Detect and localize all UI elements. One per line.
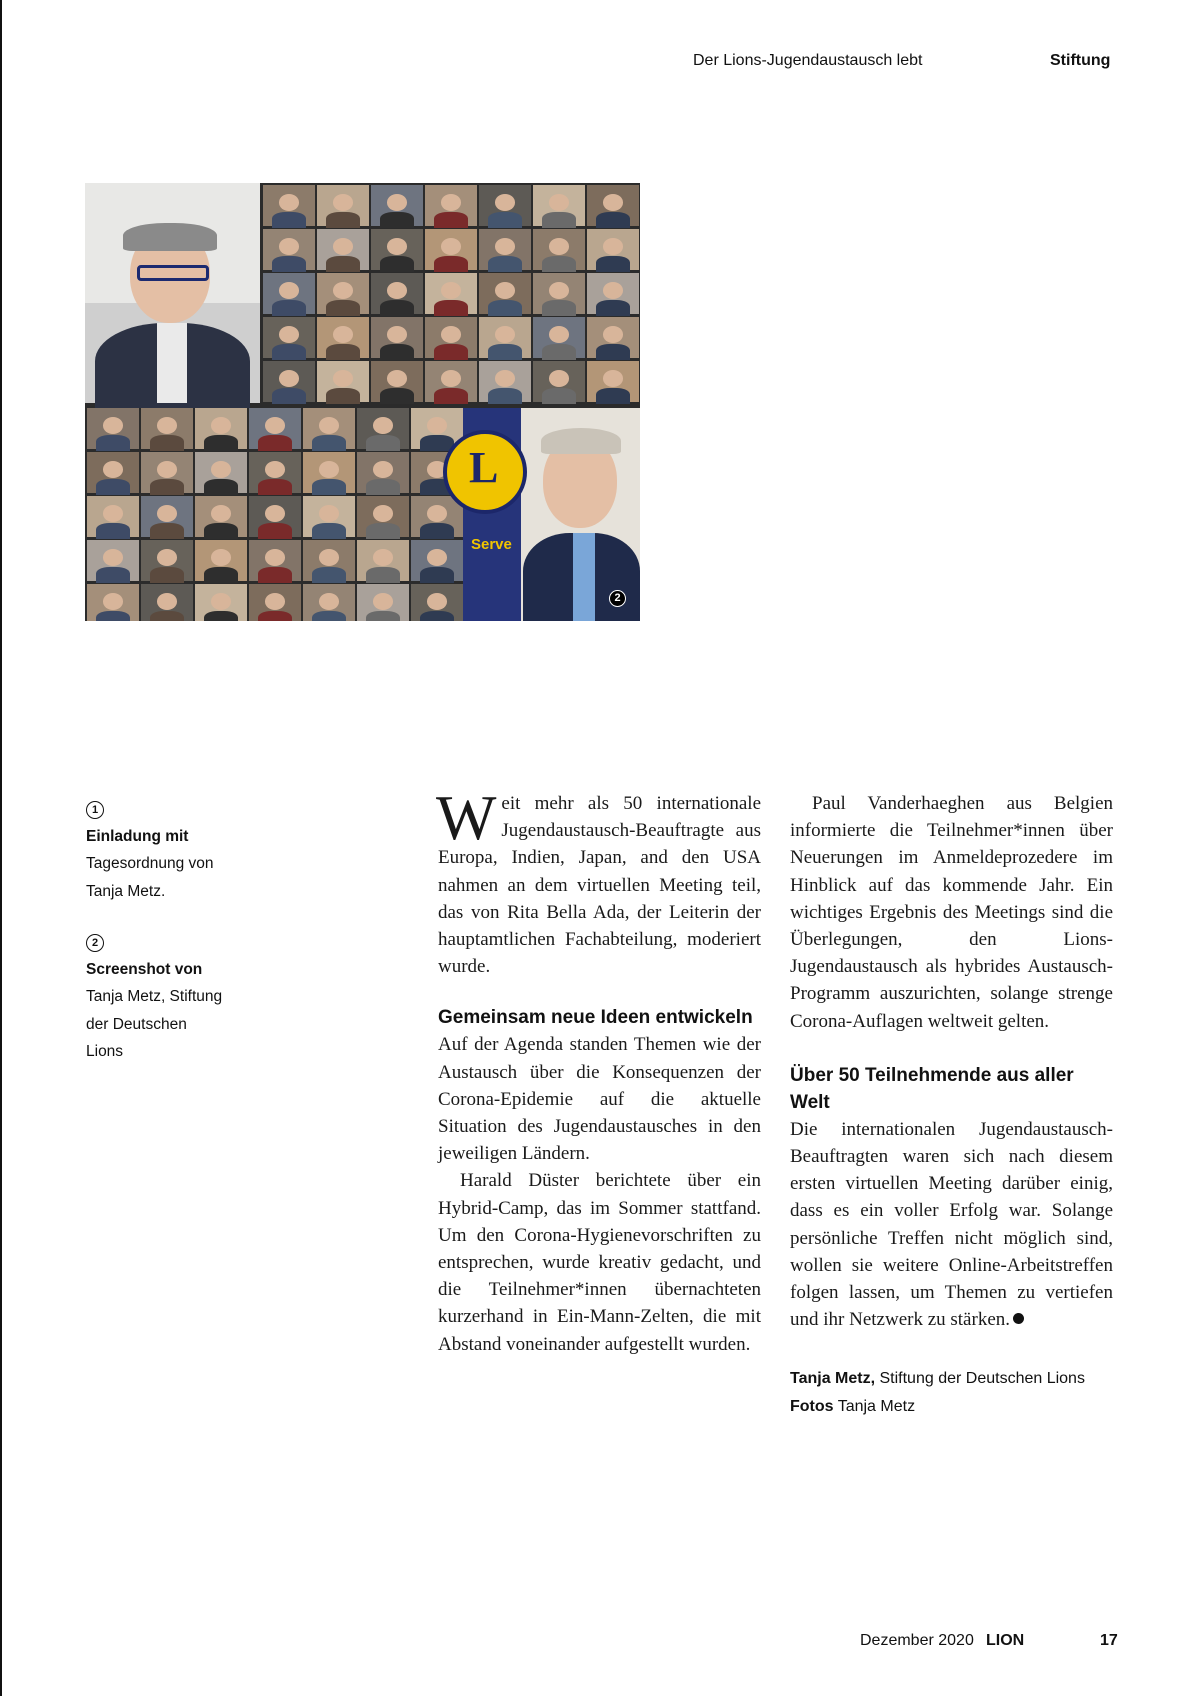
participant-face bbox=[549, 238, 570, 255]
participant-face bbox=[103, 549, 124, 566]
participant-tile bbox=[479, 317, 531, 358]
participant-face bbox=[387, 194, 408, 211]
participant-tile bbox=[303, 408, 355, 449]
participant-body bbox=[434, 212, 467, 228]
participant-face bbox=[603, 370, 624, 387]
participant-face bbox=[211, 593, 232, 610]
participant-face bbox=[549, 370, 570, 387]
participant-tile bbox=[317, 229, 369, 270]
participant-body bbox=[150, 611, 183, 621]
participant-face bbox=[603, 238, 624, 255]
participant-face bbox=[427, 549, 448, 566]
participant-tile bbox=[425, 185, 477, 226]
paragraph-3: Harald Düster berichtete über ein Hybrid-Camp, das im Sommer stattfand. Um den Corona-Hygienevorschriften zu entsprechen, wurde kreativ gedacht, und die Teilnehmer*innen übernachteten kurzerhand in Ein-Mann-Zelten, die mit Abstand voneinander aufgestellt wurden. bbox=[438, 1170, 761, 1355]
participant-body bbox=[204, 435, 237, 451]
paragraph-5-text: Die internationalen Jugendaustausch-Beauftragten waren sich nach diesem ersten virtuellen Meeting darüber einig, dass es ein voller Erfolg war. Solange persönliche Treffen nicht möglich sind, wollen sie weitere Online-Arbeitstreffen folgen lassen, um Themen zu vertiefen und ihr Netzwerk zu stärken. bbox=[790, 1118, 1113, 1331]
participant-face bbox=[279, 326, 300, 343]
paragraph-2: Auf der Agenda standen Themen wie der Austausch über die Konsequenzen der Corona-Epidemie auf die aktuelle Situation des Jugendaustausches in den jeweiligen Ländern. bbox=[438, 1034, 761, 1165]
participant-body bbox=[96, 611, 129, 621]
participant-face bbox=[265, 461, 286, 478]
participant-tile bbox=[357, 540, 409, 581]
subheading-1: Gemeinsam neue Ideen entwickeln bbox=[438, 1007, 753, 1029]
participant-body bbox=[366, 611, 399, 621]
participant-body bbox=[366, 523, 399, 539]
participant-face bbox=[495, 282, 516, 299]
participant-face bbox=[319, 549, 340, 566]
participant-face bbox=[441, 194, 462, 211]
participant-tile bbox=[357, 496, 409, 537]
participant-body bbox=[420, 611, 453, 621]
participant-face bbox=[103, 505, 124, 522]
participant-tile bbox=[263, 273, 315, 314]
participant-face bbox=[441, 370, 462, 387]
participant-face bbox=[211, 461, 232, 478]
participant-face bbox=[103, 593, 124, 610]
participant-tile bbox=[303, 496, 355, 537]
participant-body bbox=[272, 300, 305, 316]
participant-face bbox=[427, 417, 448, 434]
participant-face bbox=[387, 282, 408, 299]
participant-tile bbox=[587, 185, 639, 226]
article-column-2 bbox=[790, 790, 1113, 1333]
caption-1 bbox=[86, 795, 296, 905]
participant-body bbox=[326, 388, 359, 404]
participant-tile bbox=[357, 408, 409, 449]
participant-face bbox=[319, 417, 340, 434]
participant-tile bbox=[357, 452, 409, 493]
participant-face bbox=[265, 593, 286, 610]
participant-body bbox=[366, 567, 399, 583]
participant-face bbox=[495, 238, 516, 255]
participant-tile bbox=[479, 185, 531, 226]
participant-face bbox=[333, 326, 354, 343]
caption-1-line: Tanja Metz. bbox=[86, 882, 166, 900]
participant-body bbox=[596, 212, 629, 228]
participant-body bbox=[380, 300, 413, 316]
participant-body bbox=[420, 523, 453, 539]
participant-face bbox=[211, 505, 232, 522]
participant-face bbox=[333, 194, 354, 211]
participant-tile bbox=[425, 273, 477, 314]
author-credit bbox=[790, 1365, 1085, 1393]
participant-face bbox=[319, 593, 340, 610]
participant-tile bbox=[195, 584, 247, 621]
caption-1-number: 1 bbox=[86, 801, 104, 819]
participant-face bbox=[157, 505, 178, 522]
paragraph-5 bbox=[790, 1116, 1113, 1334]
participant-body bbox=[150, 479, 183, 495]
participant-body bbox=[542, 344, 575, 360]
participant-tile bbox=[587, 229, 639, 270]
participant-face bbox=[373, 593, 394, 610]
participant-face bbox=[549, 282, 570, 299]
participant-body bbox=[96, 435, 129, 451]
participant-tile bbox=[263, 317, 315, 358]
participant-body bbox=[542, 300, 575, 316]
participant-body bbox=[596, 344, 629, 360]
participant-face bbox=[603, 326, 624, 343]
participant-face bbox=[387, 238, 408, 255]
participant-body bbox=[258, 479, 291, 495]
credits bbox=[790, 1365, 1085, 1421]
participant-tile bbox=[317, 361, 369, 402]
participant-tile bbox=[411, 584, 463, 621]
participant-tile bbox=[249, 584, 301, 621]
author-org: Stiftung der Deutschen Lions bbox=[875, 1370, 1085, 1387]
participant-tile bbox=[303, 540, 355, 581]
participant-tile bbox=[141, 496, 193, 537]
participant-face bbox=[265, 505, 286, 522]
participant-face bbox=[103, 417, 124, 434]
participant-body bbox=[488, 212, 521, 228]
subheading-2: Über 50 Teilnehmende aus aller Welt bbox=[790, 1064, 1074, 1113]
participant-tile bbox=[303, 584, 355, 621]
participant-tile bbox=[425, 317, 477, 358]
participant-face bbox=[387, 326, 408, 343]
participant-tile bbox=[533, 317, 585, 358]
participant-tile bbox=[141, 540, 193, 581]
participant-body bbox=[204, 567, 237, 583]
participant-body bbox=[434, 344, 467, 360]
participant-body bbox=[150, 523, 183, 539]
photo-credit-name: Tanja Metz bbox=[833, 1398, 916, 1415]
participant-face bbox=[495, 194, 516, 211]
photo-credit bbox=[790, 1393, 1085, 1421]
participant-body bbox=[272, 212, 305, 228]
participant-tile bbox=[371, 361, 423, 402]
participant-face bbox=[427, 505, 448, 522]
participant-face bbox=[211, 417, 232, 434]
participant-face bbox=[441, 282, 462, 299]
participant-body bbox=[596, 388, 629, 404]
participant-face bbox=[103, 461, 124, 478]
participant-body bbox=[96, 479, 129, 495]
participant-face bbox=[157, 549, 178, 566]
participant-face bbox=[495, 326, 516, 343]
photo-number-badge: 2 bbox=[609, 590, 626, 607]
participant-body bbox=[488, 344, 521, 360]
caption-1-title: Einladung mit bbox=[86, 827, 189, 845]
participant-face bbox=[319, 461, 340, 478]
participant-body bbox=[258, 435, 291, 451]
participant-tile bbox=[479, 229, 531, 270]
page-number: 17 bbox=[1100, 1632, 1118, 1649]
participant-tile bbox=[371, 185, 423, 226]
participant-tile bbox=[425, 229, 477, 270]
participant-tile bbox=[317, 317, 369, 358]
caption-1-line: Tagesordnung von bbox=[86, 855, 214, 872]
banner-serve-text: Serve bbox=[471, 536, 512, 553]
participant-body bbox=[434, 388, 467, 404]
participant-body bbox=[258, 523, 291, 539]
participant-tile bbox=[587, 317, 639, 358]
participant-tile bbox=[411, 540, 463, 581]
participant-tile bbox=[249, 540, 301, 581]
participant-body bbox=[312, 523, 345, 539]
participant-body bbox=[272, 256, 305, 272]
participant-face bbox=[333, 370, 354, 387]
participant-tile bbox=[195, 408, 247, 449]
participant-tile bbox=[263, 185, 315, 226]
participant-body bbox=[488, 300, 521, 316]
participant-tile bbox=[249, 496, 301, 537]
participant-face bbox=[549, 326, 570, 343]
participant-body bbox=[326, 300, 359, 316]
participant-tile bbox=[263, 361, 315, 402]
footer-magazine: LION bbox=[986, 1632, 1025, 1649]
participant-tile bbox=[587, 361, 639, 402]
participant-face bbox=[265, 417, 286, 434]
participant-face bbox=[387, 370, 408, 387]
participant-face bbox=[279, 370, 300, 387]
participant-body bbox=[542, 212, 575, 228]
caption-2-line: Lions bbox=[86, 1043, 124, 1060]
participant-face bbox=[603, 282, 624, 299]
participant-tile bbox=[533, 361, 585, 402]
page-border bbox=[0, 0, 2, 1696]
participant-body bbox=[596, 300, 629, 316]
participant-face bbox=[441, 326, 462, 343]
author-name: Tanja Metz, bbox=[790, 1370, 876, 1387]
participant-body bbox=[326, 344, 359, 360]
participant-face bbox=[157, 417, 178, 434]
participant-face bbox=[157, 461, 178, 478]
participant-tile bbox=[317, 273, 369, 314]
participant-face bbox=[373, 417, 394, 434]
participant-face bbox=[211, 549, 232, 566]
participant-tile bbox=[533, 185, 585, 226]
participant-tile bbox=[263, 229, 315, 270]
participant-tile bbox=[249, 408, 301, 449]
participant-tile bbox=[141, 452, 193, 493]
participant-body bbox=[204, 479, 237, 495]
caption-2-line: der Deutschen bbox=[86, 1015, 187, 1033]
participant-body bbox=[312, 479, 345, 495]
participant-body bbox=[204, 611, 237, 621]
participant-body bbox=[258, 567, 291, 583]
participant-face bbox=[279, 238, 300, 255]
participant-tile bbox=[371, 273, 423, 314]
participant-body bbox=[150, 435, 183, 451]
participant-body bbox=[312, 567, 345, 583]
participant-face bbox=[549, 194, 570, 211]
participant-tile bbox=[533, 273, 585, 314]
participant-face bbox=[157, 593, 178, 610]
participant-body bbox=[272, 388, 305, 404]
dropcap: W bbox=[436, 782, 497, 853]
paragraph-4: Paul Vanderhaeghen aus Belgien informierte die Teilnehmer*innen über Neuerungen im Anmeldeprozedere im Hinblick auf das kommende Jahr. Ein wichtiges Ergebnis des Meetings sind die Überlegungen, den Lions-Jugendaustausch als hybrides Austausch-Programm auszurichten, solange strenge Corona-Auflagen weltweit gelten. bbox=[790, 793, 1113, 1032]
participant-tile bbox=[87, 452, 139, 493]
participant-face bbox=[603, 194, 624, 211]
participant-tile bbox=[587, 273, 639, 314]
participant-face bbox=[373, 549, 394, 566]
participant-tile bbox=[195, 452, 247, 493]
participant-tile bbox=[371, 317, 423, 358]
participant-body bbox=[596, 256, 629, 272]
participant-body bbox=[312, 435, 345, 451]
participant-face bbox=[495, 370, 516, 387]
lions-logo: L bbox=[443, 430, 527, 514]
zoom-meeting-screenshot bbox=[85, 183, 640, 621]
section-label: Stiftung bbox=[1050, 52, 1111, 69]
participant-body bbox=[380, 212, 413, 228]
participant-face bbox=[427, 593, 448, 610]
participant-body bbox=[272, 344, 305, 360]
lions-banner bbox=[463, 408, 521, 621]
intro-text: eit mehr als 50 internationale Jugendaustausch-Beauftragte aus Europa, Indien, Japan, and den USA nahmen an dem virtuellen Meeting teil, das von Rita Bella Ada, der Leiterin der hauptamtlichen Fachabteilung, moderiert wurde. bbox=[438, 793, 761, 978]
participant-face bbox=[333, 282, 354, 299]
participant-tile bbox=[317, 185, 369, 226]
participant-body bbox=[434, 300, 467, 316]
participant-body bbox=[542, 256, 575, 272]
participant-body bbox=[488, 388, 521, 404]
participant-body bbox=[434, 256, 467, 272]
participant-body bbox=[258, 611, 291, 621]
participant-tile bbox=[195, 496, 247, 537]
end-mark-icon bbox=[1013, 1313, 1024, 1324]
article-column-1 bbox=[436, 782, 761, 1358]
participant-body bbox=[488, 256, 521, 272]
participant-tile bbox=[195, 540, 247, 581]
participant-face bbox=[265, 549, 286, 566]
participant-face bbox=[279, 282, 300, 299]
participant-face bbox=[373, 461, 394, 478]
participant-body bbox=[312, 611, 345, 621]
footer-date: Dezember 2020 bbox=[860, 1632, 974, 1649]
participant-tile bbox=[249, 452, 301, 493]
caption-2-line: Tanja Metz, Stiftung bbox=[86, 988, 223, 1005]
participant-face bbox=[279, 194, 300, 211]
participant-tile bbox=[141, 408, 193, 449]
participant-body bbox=[326, 256, 359, 272]
participant-body bbox=[380, 344, 413, 360]
participant-face bbox=[333, 238, 354, 255]
caption-2 bbox=[86, 928, 296, 1066]
participant-tile bbox=[479, 361, 531, 402]
participant-tile bbox=[371, 229, 423, 270]
participant-body bbox=[96, 567, 129, 583]
participant-body bbox=[150, 567, 183, 583]
participant-body bbox=[380, 256, 413, 272]
caption-2-number: 2 bbox=[86, 934, 104, 952]
participant-body bbox=[420, 567, 453, 583]
participant-tile bbox=[141, 584, 193, 621]
intro-paragraph bbox=[436, 782, 761, 980]
participant-body bbox=[366, 479, 399, 495]
participant-face bbox=[441, 238, 462, 255]
participant-tile bbox=[357, 584, 409, 621]
participant-tile bbox=[425, 361, 477, 402]
participant-body bbox=[366, 435, 399, 451]
photo-credit-label: Fotos bbox=[790, 1398, 834, 1415]
participant-body bbox=[96, 523, 129, 539]
participant-face bbox=[373, 505, 394, 522]
caption-2-title: Screenshot von bbox=[86, 960, 203, 978]
participant-tile bbox=[87, 408, 139, 449]
speaker-tile-top-left bbox=[85, 183, 260, 403]
participant-tile bbox=[479, 273, 531, 314]
participant-tile bbox=[87, 540, 139, 581]
participant-tile bbox=[533, 229, 585, 270]
participant-tile bbox=[303, 452, 355, 493]
participant-body bbox=[326, 212, 359, 228]
participant-face bbox=[319, 505, 340, 522]
participant-body bbox=[204, 523, 237, 539]
participant-body bbox=[380, 388, 413, 404]
participant-tile bbox=[87, 584, 139, 621]
running-title: Der Lions-Jugendaustausch lebt bbox=[693, 52, 923, 69]
participant-body bbox=[542, 388, 575, 404]
participant-tile bbox=[87, 496, 139, 537]
